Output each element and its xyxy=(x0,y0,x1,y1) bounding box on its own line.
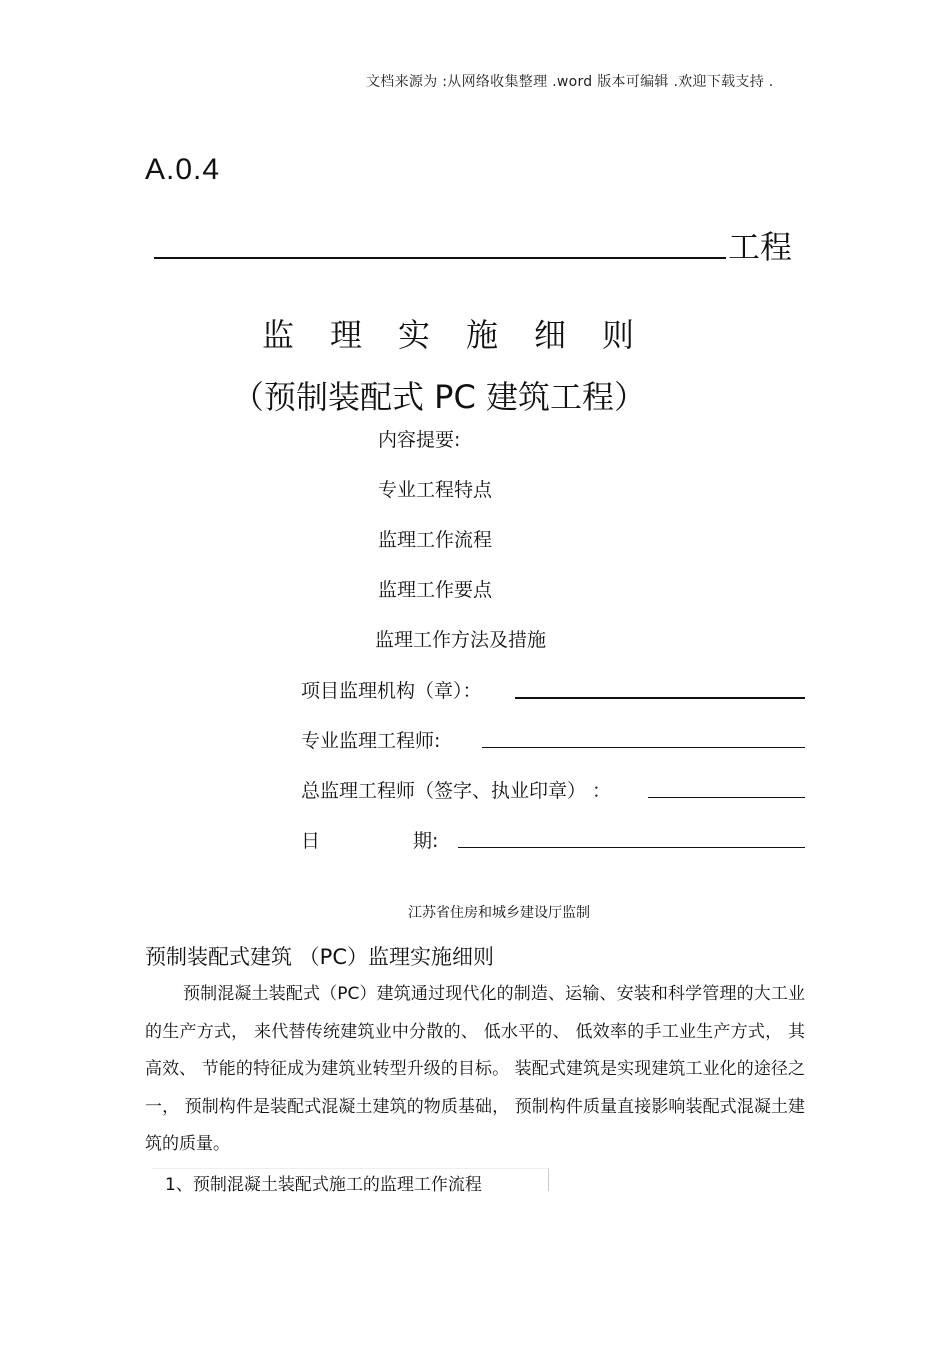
document-code: A.0.4 xyxy=(145,153,221,186)
section-title: 预制装配式建筑 （PC）监理实施细则 xyxy=(145,945,495,969)
signature-chief-line[interactable] xyxy=(648,797,805,798)
date-label-part2: 期: xyxy=(413,830,439,852)
project-suffix: 工程 xyxy=(728,228,793,266)
main-title: 监理实施细则 xyxy=(262,316,671,354)
date-label-part1: 日 xyxy=(301,830,321,852)
toc-item: 监理工作方法及措施 xyxy=(375,629,547,651)
signature-chief-label: 总监理工程师（签字、执业印章） ： xyxy=(301,780,612,802)
issuer-label: 江苏省住房和城乡建设厅监制 xyxy=(408,905,590,921)
toc-item: 监理工作要点 xyxy=(378,579,493,601)
project-name-blank-line xyxy=(154,257,726,259)
signature-org-label: 项目监理机构（章）： xyxy=(301,680,482,702)
signature-org-line[interactable] xyxy=(515,697,805,699)
header-note: 文档来源为 :从网络收集整理 .word 版本可编辑 .欢迎下载支持 . xyxy=(366,74,774,90)
toc-item: 专业工程特点 xyxy=(378,479,493,501)
body-paragraph-text: 预制混凝土装配式（PC）建筑通过现代化的制造、运输、安装和科学管理的大工业的生产方式， 来代替传统建筑业中分散的、 低水平的、 低效率的手工业生产方式， 其高效、 节能的特征成为建筑业转型升级的目标。 装配式建筑是实现建筑工业化的途径之一， 预制构件是装配式混凝土建筑的物质基础， 预制构件质量直接影响装配式混凝土建筑的质量。 xyxy=(145,984,805,1154)
date-line[interactable] xyxy=(458,847,805,848)
signature-engineer-line[interactable] xyxy=(482,747,805,748)
toc-label: 内容提要: xyxy=(378,429,461,451)
subtitle: （预制装配式 PC 建筑工程） xyxy=(232,378,646,416)
step-title: 1、预制混凝土装配式施工的监理工作流程 xyxy=(165,1175,482,1195)
toc-item: 监理工作流程 xyxy=(378,529,493,551)
body-paragraph xyxy=(145,976,805,1164)
signature-engineer-label: 专业监理工程师: xyxy=(301,730,441,752)
